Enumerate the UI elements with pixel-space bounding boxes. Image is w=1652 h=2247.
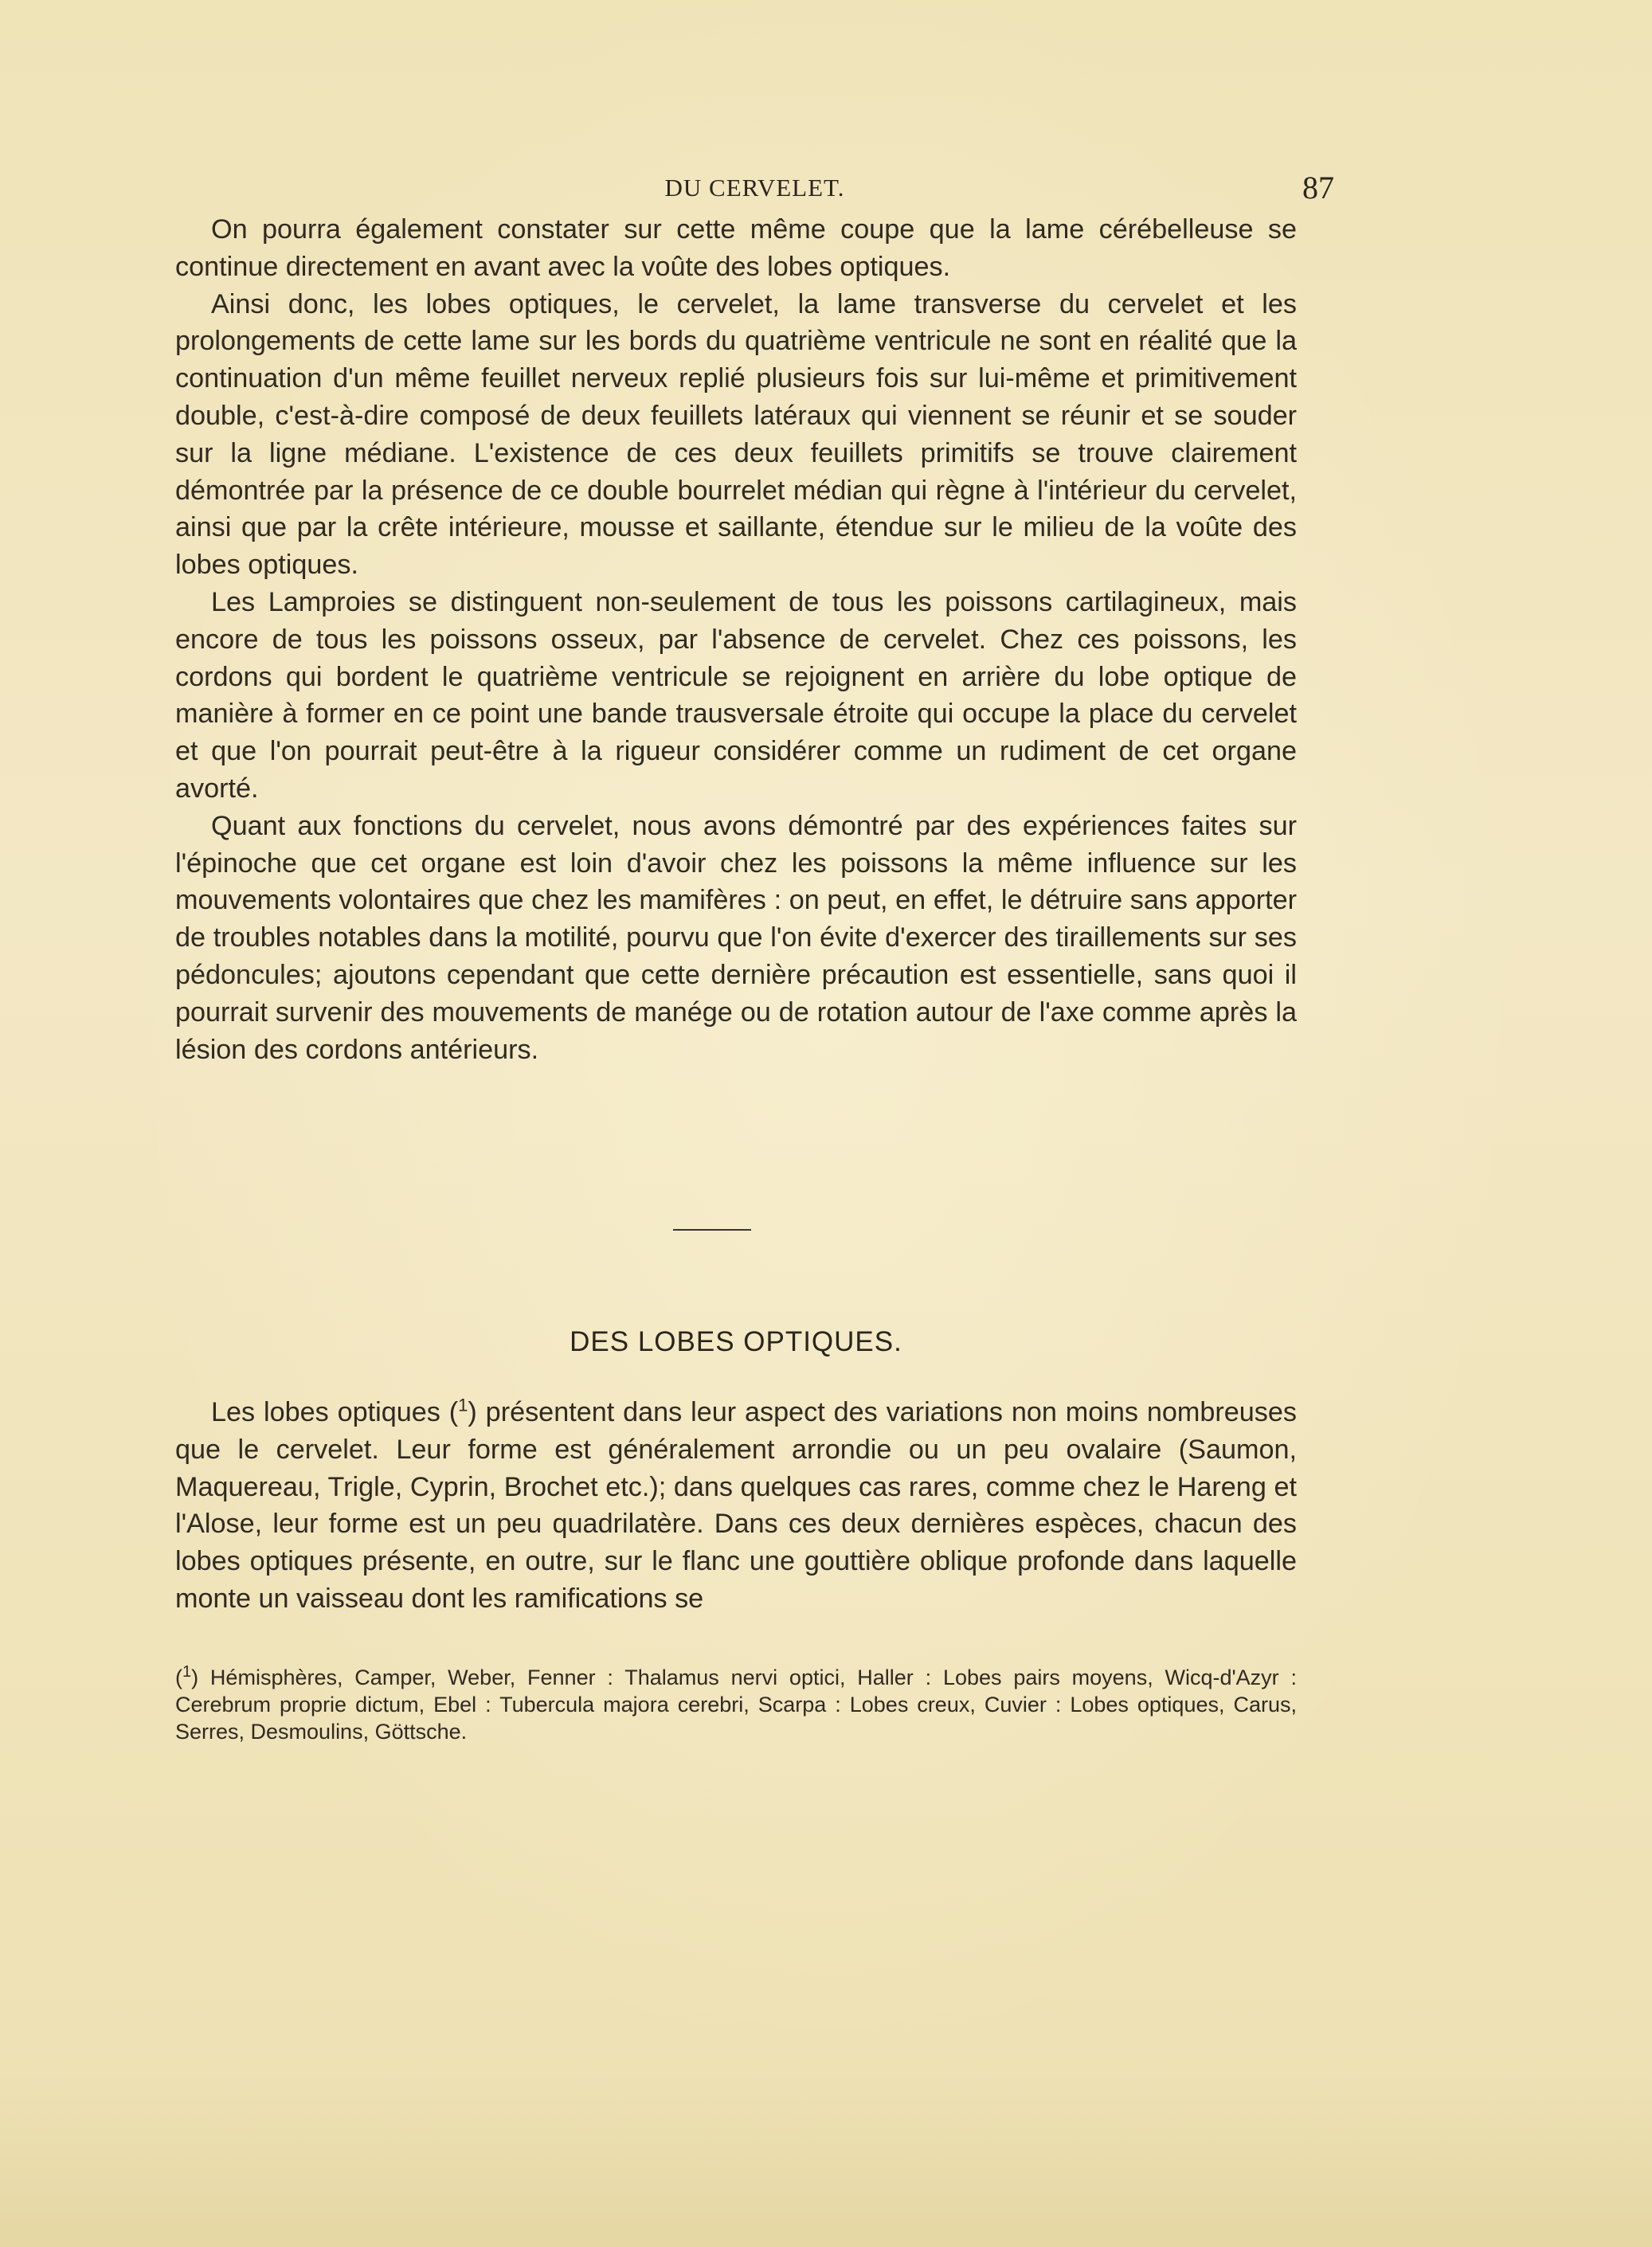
section-title: DES LOBES OPTIQUES. [570,1326,902,1357]
footnote-text: ) Hémisphères, Camper, Weber, Fenner : Thalamus nervi optici, Haller : Lobes pairs moyens, Wicq-d'Azyr : Cerebrum proprie dictum, Ebel : Tubercula majora cerebri, Scarpa : Lobes creux, Cuvier : Lobes optiques, Carus, Serres, Desmoulins, Göttsche. [175,1666,1297,1744]
cervelet-text-block [175,211,1297,1068]
paragraph: Les Lamproies se distinguent non-seulement de tous les poissons cartilagineux, mais encore de tous les poissons osseux, par l'absence de cervelet. Chez ces poissons, les cordons qui bordent le quatrième ventricule se rejoignent en arrière du lobe optique de manière à former en ce point une bande trausversale étroite qui occupe la place du cervelet et que l'on pourrait peut-être à la rigueur considérer comme un rudiment de cet organe avorté. [175,586,1297,804]
paragraph-start: Les lobes optiques ( [211,1397,459,1427]
footnote-open: ( [175,1666,182,1689]
section-divider [673,1229,751,1231]
page-edge-shading [0,2072,1652,2247]
paragraph [175,1394,1297,1618]
footnote-reference: 1 [458,1395,468,1415]
lobes-optiques-text-block [175,1394,1297,1618]
page-header [175,170,1334,206]
footnote-marker: 1 [182,1663,192,1681]
paragraph-rest: ) présentent dans leur aspect des variations non moins nombreuses que le cervelet. Leur forme est généralement arrondie ou un peu ovalaire (Saumon, Maquereau, Trigle, Cyprin, Brochet etc.); dans quelques cas rares, comme chez le Hareng et l'Alose, leur forme est un peu quadrilatère. Dans ces deux dernières espèces, chacun des lobes optiques présente, en outre, sur le flanc une gouttière oblique profonde dans laquelle monte un vaisseau dont les ramifications se [175,1397,1297,1614]
running-head: DU CERVELET. [664,174,845,202]
page-number: 87 [1302,170,1334,206]
paragraph: On pourra également constater sur cette même coupe que la lame cérébelleuse se continue directement en avant avec la voûte des lobes optiques. [175,214,1297,282]
footnote [175,1658,1297,1745]
paragraph: Ainsi donc, les lobes optiques, le cervelet, la lame transverse du cervelet et les prolongements de cette lame sur les bords du quatrième ventricule ne sont en réalité que la continuation d'un même feuillet nerveux replié plusieurs fois sur lui-même et primitivement double, c'est-à-dire composé de deux feuillets latéraux qui viennent se réunir et se souder sur la ligne médiane. L'existence de ces deux feuillets primitifs se trouve clairement démontrée par la présence de ce double bourrelet médian qui règne à l'intérieur du cervelet, ainsi que par la crête intérieure, mousse et saillante, étendue sur le milieu de la voûte des lobes optiques. [175,288,1297,581]
paragraph: Quant aux fonctions du cervelet, nous avons démontré par des expériences faites sur l'épinoche que cet organe est loin d'avoir chez les poissons la même influence sur les mouvements volontaires que chez les mamifères : on peut, en effet, le détruire sans apporter de troubles notables dans la motilité, pourvu que l'on évite d'exercer des tiraillements sur ses pédoncules; ajoutons cependant que cette dernière précaution est essentielle, sans quoi il pourrait survenir des mouvements de manége ou de rotation autour de l'axe comme après la lésion des cordons antérieurs. [175,810,1297,1065]
